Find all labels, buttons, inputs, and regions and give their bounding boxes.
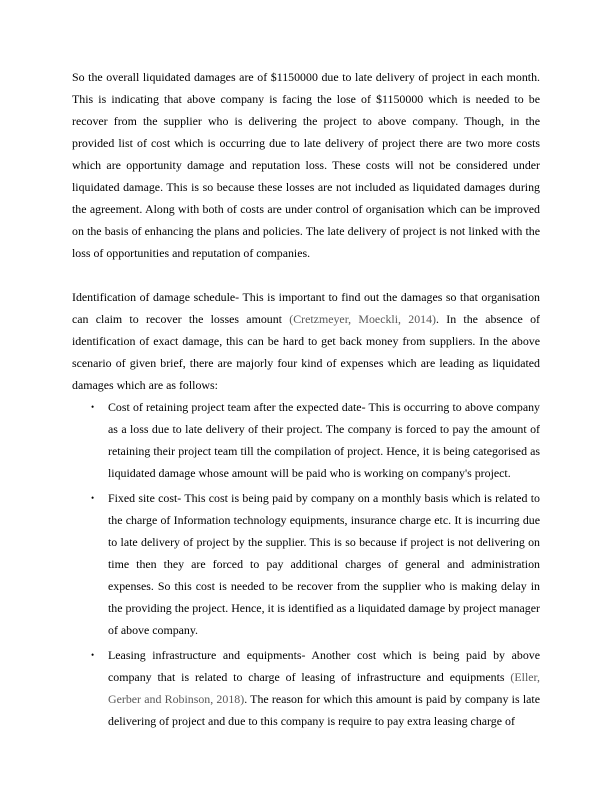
paragraph-gap (72, 264, 540, 286)
bullet-icon: • (91, 650, 95, 660)
citation: (Cretzmeyer, Moeckli, 2014) (289, 312, 437, 326)
paragraph-text: . In the absence of identification of exact damage, this can be hard to get back money from suppliers. In the above scenario of given brief, there are majorly four kind of expenses which are leading as liquidated damages which are as follows: (72, 312, 540, 392)
list-item-text: Fixed site cost- This cost is being paid by company on a monthly basis which is related to the charge of Information technology equipments, insurance charge etc. It is incurring due to late delivery of project by the supplier. This is so because if project is not delivering on time then they are forced to pay additional charges of general and administration expenses. So this cost is needed to be recover from the supplier who is making delay in the providing the project. Hence, it is identified as a liquidated damage by project manager of above company. (108, 491, 540, 637)
document-page (72, 66, 540, 735)
paragraph-damage-schedule (72, 286, 540, 396)
expense-list (72, 396, 540, 732)
list-item (91, 644, 540, 732)
list-item-text: . The reason for which this amount is paid by company is late delivering of project and due to this company is require to pay extra leasing charge of (108, 692, 540, 728)
list-item-text: Cost of retaining project team after the expected date- This is occurring to above company as a loss due to late delivery of their project. The company is forced to pay the amount of retaining their project team till the compilation of project. Hence, it is being categorised as liquidated damage whose amount will be paid who is working on company's project. (108, 400, 540, 480)
citation: (Eller, Gerber and Robinson, 2018) (108, 670, 540, 706)
list-item (91, 487, 540, 641)
bullet-icon: • (91, 493, 95, 503)
list-item (91, 396, 540, 484)
bullet-icon: • (91, 402, 95, 412)
paragraph-liquidated-damages: So the overall liquidated damages are of $1150000 due to late delivery of project in each month. This is indicating that above company is facing the lose of $1150000 which is needed to be recover from the supplier who is delivering the project to above company. Though, in the provided list of cost which is occurring due to late delivery of project there are two more costs which are opportunity damage and reputation loss. These costs will not be considered under liquidated damage. This is so because these losses are not included as liquidated damages during the agreement. Along with both of costs are under control of organisation which can be improved on the basis of enhancing the plans and policies. The late delivery of project is not linked with the loss of opportunities and reputation of companies. (72, 70, 540, 260)
list-item-text: Leasing infrastructure and equipments- Another cost which is being paid by above company that is related to charge of leasing of infrastructure and equipments (108, 648, 540, 684)
paragraph-text: Identification of damage schedule- This is important to find out the damages so that organisation can claim to recover the losses amount (72, 290, 540, 326)
